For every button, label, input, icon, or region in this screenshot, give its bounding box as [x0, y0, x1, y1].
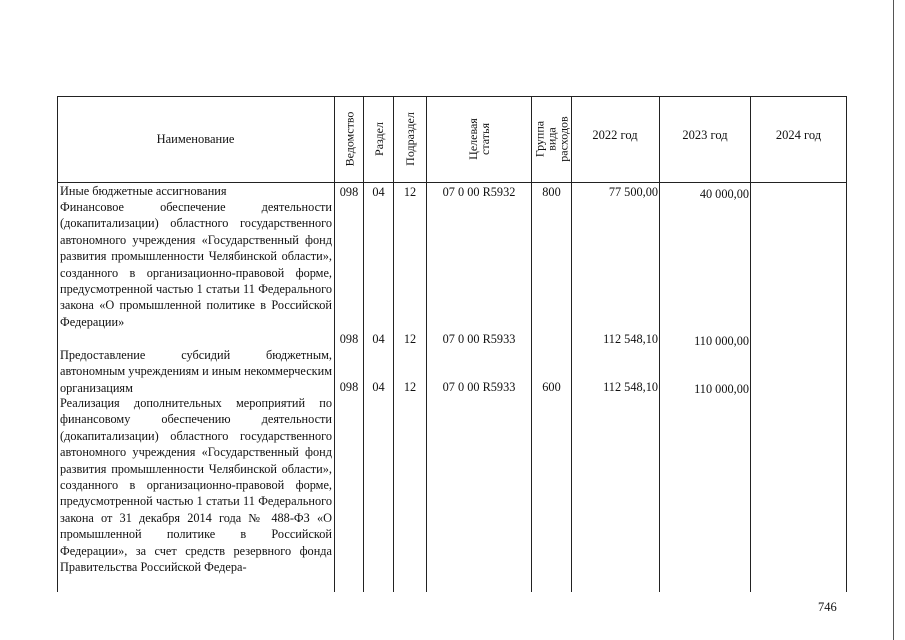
row1-2022: 112 548,10	[603, 332, 658, 346]
table-border-left	[57, 96, 58, 592]
header-gruppa-vida-raskhodov: Группа вида расходов	[532, 116, 571, 162]
row-name-realizaciya-meropriyatiy: Реализация дополнительных мероприятий по финансовому обеспечению деятельности (докапитализации) областного государственного автономного учреждения «Государственный фонд развития промышленности Челябинской области», созданного в организационно-правовой форме, предусмотренной частью 1 статьи 11 Федерального закона от 31 декабря 2014 года № 488-ФЗ «О промышленной политике в Российской Федерации», за счет средств резервного фонда Правительства Российской Федера-	[60, 396, 332, 575]
row2-gruppa: 600	[542, 380, 561, 394]
row0-podrazdel: 12	[403, 185, 417, 199]
header-2023: 2023 год	[682, 128, 728, 142]
row0-celevaya: 07 0 00 R5932	[442, 185, 516, 199]
row2-celevaya: 07 0 00 R5933	[442, 380, 516, 394]
row0-vedomstvo: 098	[339, 185, 359, 199]
header-vedomstvo: Ведомство	[342, 111, 357, 167]
row1-podrazdel: 12	[403, 332, 417, 346]
row1-vedomstvo: 098	[339, 332, 359, 346]
row0-2022: 77 500,00	[608, 185, 658, 199]
header-2022: 2022 год	[592, 128, 638, 142]
row2-2022: 112 548,10	[603, 380, 658, 394]
row-name-inye-assignovaniya: Иные бюджетные ассигнования	[60, 184, 227, 198]
row0-2023: 40 000,00	[699, 187, 749, 201]
budget-table	[57, 96, 847, 592]
header-2024: 2024 год	[775, 128, 822, 142]
page-number: 746	[818, 600, 837, 614]
row1-razdel: 04	[372, 332, 385, 346]
scan-edge-line	[893, 0, 894, 640]
row2-2023: 110 000,00	[694, 382, 749, 396]
header-razdel: Раздел	[371, 122, 386, 156]
col-divider	[750, 96, 751, 592]
header-podrazdel: Подраздел	[403, 112, 418, 166]
row2-vedomstvo: 098	[339, 380, 359, 394]
row1-2023: 110 000,00	[694, 334, 749, 348]
row0-razdel: 04	[372, 185, 385, 199]
row2-podrazdel: 12	[403, 380, 417, 394]
row2-razdel: 04	[372, 380, 385, 394]
header-celevaya-statya: Целевая статья	[466, 118, 492, 160]
col-divider	[659, 96, 660, 592]
row0-gruppa: 800	[542, 185, 561, 199]
row-name-predostavlenie-subsidiy: Предоставление субсидий бюджетным, автономным учреждениям и иным некоммерческим организациям	[60, 348, 332, 395]
row1-celevaya: 07 0 00 R5933	[442, 332, 516, 346]
row-name-finansovoe-obespechenie: Финансовое обеспечение деятельности (докапитализации) областного государственного автономного учреждения «Государственный фонд развития промышленности Челябинской области», созданного в организационно-правовой форме, предусмотренной частью 1 статьи 11 Федерального закона «О промышленной политике в Российской Федерации»	[60, 200, 332, 329]
header-name: Наименование	[156, 132, 235, 146]
table-border-right	[846, 96, 847, 592]
